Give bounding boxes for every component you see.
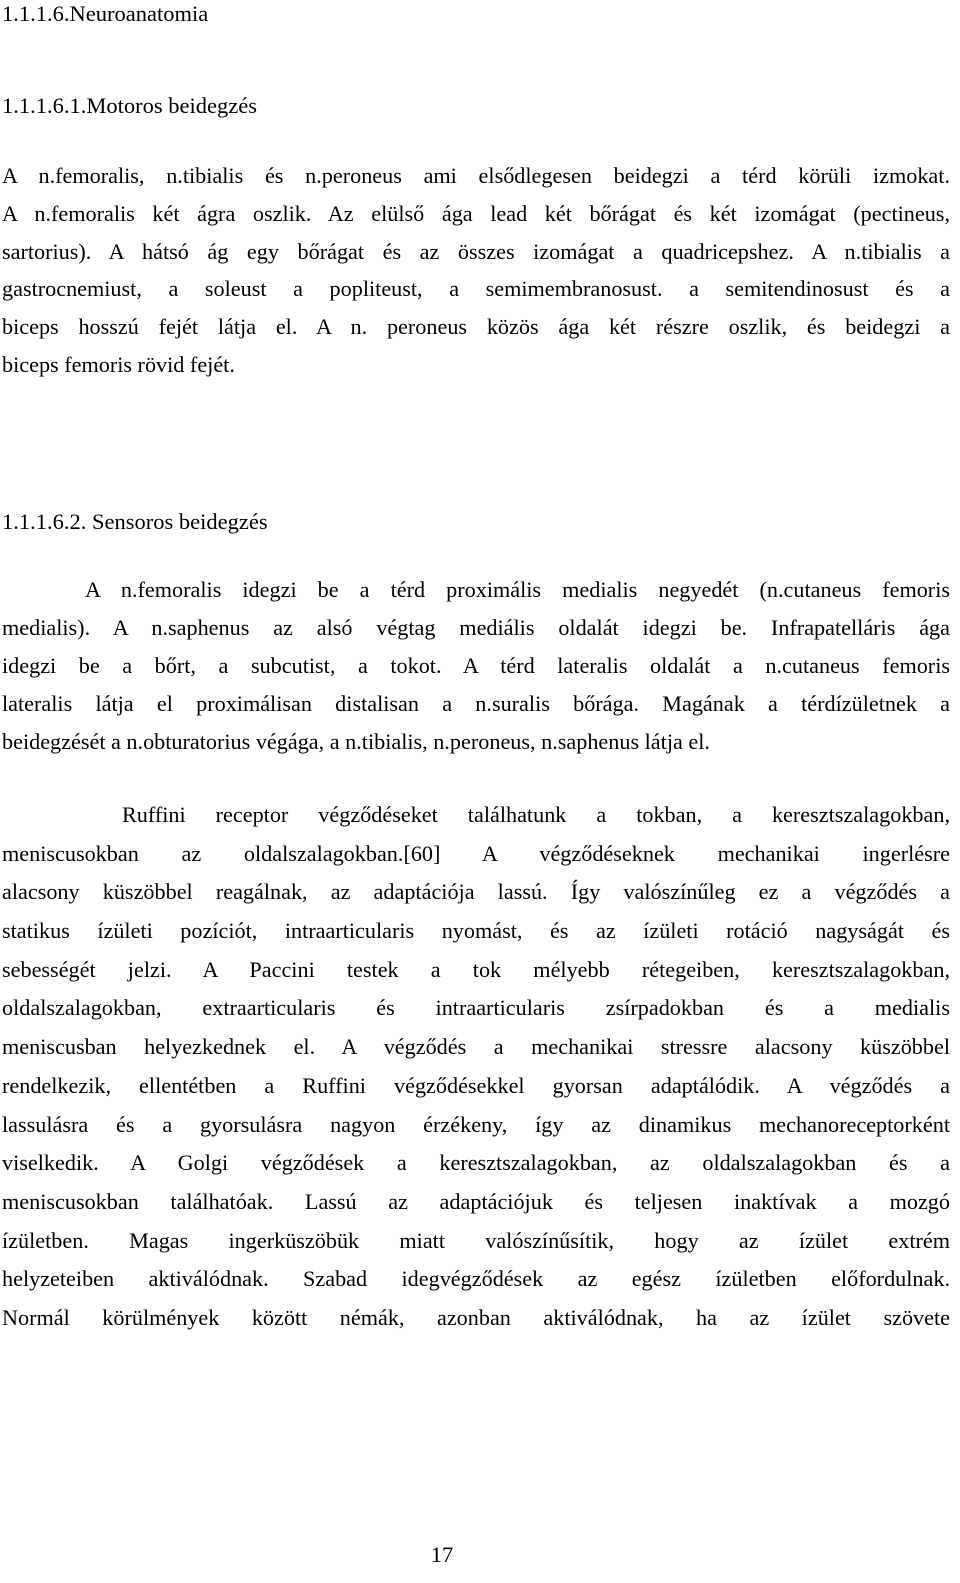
page-number: 17: [430, 1542, 454, 1567]
text-line: statikus ízületi pozíciót, intraarticularis nyomást, és az ízületi rotáció nagyságát és: [2, 918, 950, 944]
text-line: medialis). A n.saphenus az alsó végtag mediális oldalát idegzi be. Infrapatelláris ága: [2, 614, 950, 640]
section-heading: 1.1.1.6.Neuroanatomia: [2, 1, 209, 26]
text-line: sebességét jelzi. A Paccini testek a tok mélyebb rétegeiben, keresztszalagokban,: [2, 956, 950, 982]
receptor-paragraph: [2, 796, 950, 1338]
text-line: gastrocnemiust, a soleust a popliteust, a semimembranosust. a semitendinosust és a: [2, 276, 950, 302]
text-line: A n.femoralis, n.tibialis és n.peroneus ami elsődlegesen beidegzi a térd körüli izmokat.: [2, 163, 950, 188]
text-line: viselkedik. A Golgi végződések a keresztszalagokban, az oldalszalagokban és a: [2, 1150, 950, 1176]
text-line: idegzi be a bőrt, a subcutist, a tokot. A térd lateralis oldalát a n.cutaneus femoris: [2, 652, 950, 678]
text-line: A n.femoralis idegzi be a térd proximális medialis negyedét (n.cutaneus femoris: [2, 577, 950, 602]
text-line: rendelkezik, ellentétben a Ruffini végződésekkel gyorsan adaptálódik. A végződés a: [2, 1072, 950, 1098]
text-line: beidegzését a n.obturatorius végága, a n.tibialis, n.peroneus, n.saphenus látja el.: [2, 728, 710, 754]
sensory-innervation-paragraph: [2, 571, 950, 760]
text-line: Ruffini receptor végződéseket találhatunk a tokban, a keresztszalagokban,: [2, 802, 950, 827]
motor-innervation-heading: 1.1.1.6.1.Motoros beidegzés: [2, 93, 257, 118]
text-line: helyzeteiben aktiválódnak. Szabad idegvégződések az egész ízületben előfordulnak.: [2, 1266, 950, 1292]
text-line: oldalszalagokban, extraarticularis és intraarticularis zsírpadokban és a medialis: [2, 995, 950, 1021]
text-line: biceps hosszú fejét látja el. A n. peroneus közös ága két részre oszlik, és beidegzi a: [2, 314, 950, 340]
text-line: meniscusban helyezkednek el. A végződés a mechanikai stressre alacsony küszöbbel: [2, 1034, 950, 1060]
text-line: sartorius). A hátsó ág egy bőrágat és az összes izomágat a quadricepshez. A n.tibialis a: [2, 238, 950, 264]
motor-innervation-paragraph: [2, 157, 950, 384]
text-line: lassulásra és a gyorsulásra nagyon érzékeny, így az dinamikus mechanoreceptorként: [2, 1111, 950, 1137]
text-line: meniscusokban találhatóak. Lassú az adaptációjuk és teljesen inaktívak a mozgó: [2, 1188, 950, 1214]
text-line: Normál körülmények között némák, azonban aktiválódnak, ha az ízület szövete: [2, 1304, 950, 1330]
text-line: lateralis látja el proximálisan distalisan a n.suralis bőrága. Magának a térdízületnek a: [2, 690, 950, 716]
sensory-innervation-heading: 1.1.1.6.2. Sensoros beidegzés: [2, 509, 268, 534]
text-line: ízületben. Magas ingerküszöbük miatt valószínűsítik, hogy az ízület extrém: [2, 1227, 950, 1253]
text-line: meniscusokban az oldalszalagokban.[60] A végződéseknek mechanikai ingerlésre: [2, 840, 950, 866]
text-line: biceps femoris rövid fejét.: [2, 351, 235, 377]
text-line: A n.femoralis két ágra oszlik. Az elülső ága lead két bőrágat és két izomágat (pectineus,: [2, 200, 950, 226]
text-line: alacsony küszöbbel reagálnak, az adaptációja lassú. Így valószínűleg ez a végződés a: [2, 879, 950, 905]
